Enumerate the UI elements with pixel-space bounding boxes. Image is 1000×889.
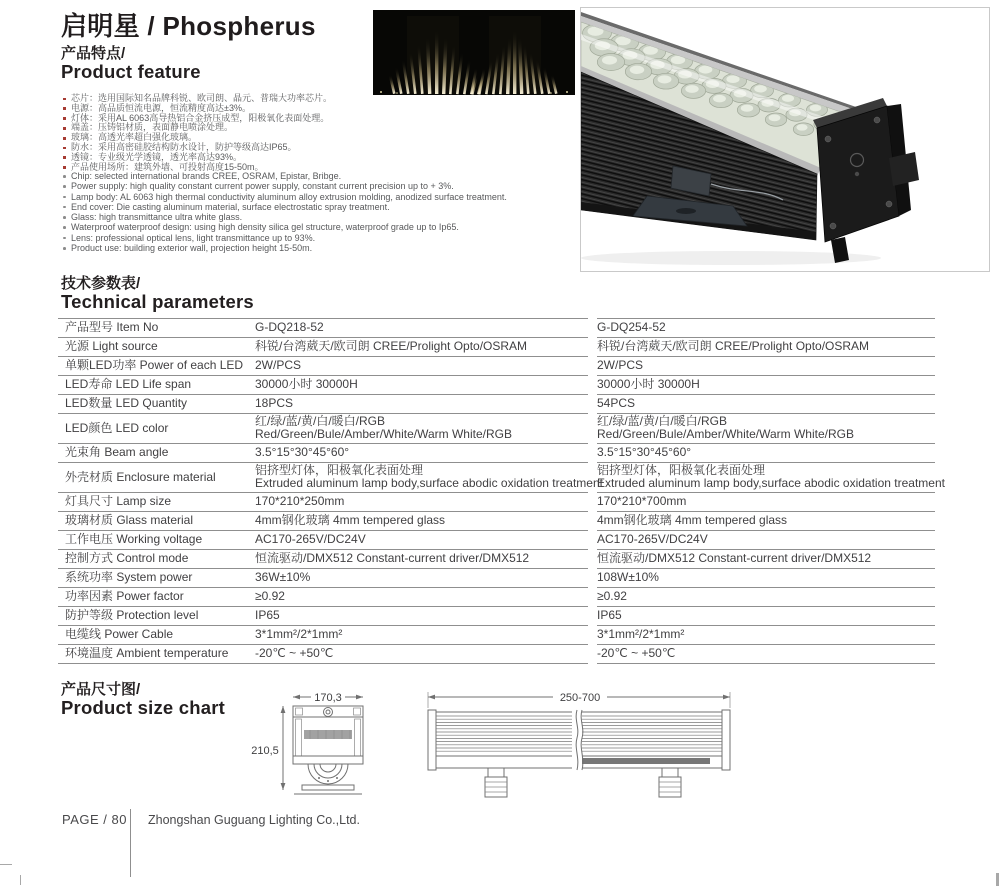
column-gap — [588, 319, 597, 338]
feature-bullet: 透镜：专业级光学透镜，透光率高达93%。 — [62, 153, 392, 163]
spec-value-model2: 铝挤型灯体，阳极氧化表面处理 Extruded aluminum lamp body,surface abodic oxidation treatment — [597, 463, 935, 493]
feature-bullet: Product use: building exterior wall, projection height 15-50m. — [62, 243, 582, 253]
dim-width-label: 170,3 — [314, 692, 342, 704]
spec-label: 玻璃材质 Glass material — [58, 512, 255, 531]
spec-row — [58, 645, 935, 664]
spec-label: 防护等级 Protection level — [58, 607, 255, 626]
spec-value-model2: IP65 — [597, 607, 935, 626]
column-gap — [588, 588, 597, 607]
scan-mark — [20, 875, 21, 885]
spec-row — [58, 607, 935, 626]
feature-bullet: Lens: professional optical lens, light transmittance up to 93%. — [62, 233, 582, 243]
spec-value-model2: G-DQ254-52 — [597, 319, 935, 338]
footer-divider — [130, 809, 131, 877]
spec-label: 环境温度 Ambient temperature — [58, 645, 255, 664]
spec-label: 光束角 Beam angle — [58, 444, 255, 463]
spec-value-model1: 18PCS — [255, 395, 588, 414]
spec-row — [58, 338, 935, 357]
mounting-foot — [659, 768, 681, 797]
spec-value-model2: -20℃ ~ +50℃ — [597, 645, 935, 664]
spec-value-model2: 2W/PCS — [597, 357, 935, 376]
cross-section-drawing — [251, 692, 363, 794]
spec-label: LED寿命 LED Life span — [58, 376, 255, 395]
feature-bullet: Power supply: high quality constant current power supply, constant current precision up to + 3%. — [62, 181, 582, 191]
feature-bullet: 端盖：压铸铝材质，表面静电喷涂处理。 — [62, 123, 392, 133]
spec-value-model1: G-DQ218-52 — [255, 319, 588, 338]
mounting-foot — [485, 768, 507, 797]
spec-value-model2: 3*1mm²/2*1mm² — [597, 626, 935, 645]
spec-value-model1: 3.5°15°30°45°60° — [255, 444, 588, 463]
technical-parameters-heading — [61, 276, 254, 312]
dim-length-label: 250-700 — [559, 692, 601, 704]
spec-value-model2: 108W±10% — [597, 569, 935, 588]
spec-row — [58, 319, 935, 338]
spec-row — [58, 626, 935, 645]
spec-label: 工作电压 Working voltage — [58, 531, 255, 550]
technical-parameters-heading-zh: 技术参数表/ — [61, 275, 141, 292]
column-gap — [588, 607, 597, 626]
spec-label: 功率因素 Power factor — [58, 588, 255, 607]
feature-bullet: 产品使用场所：建筑外墙、可投射高度15-50m。 — [62, 163, 392, 173]
page-number: PAGE / 80 — [62, 812, 127, 827]
spec-value-model2: AC170-265V/DC24V — [597, 531, 935, 550]
column-gap — [588, 512, 597, 531]
spec-value-model1: IP65 — [255, 607, 588, 626]
spec-row — [58, 376, 935, 395]
feature-bullet: Glass: high transmittance ultra white glass. — [62, 212, 582, 222]
spec-label: 灯具尺寸 Lamp size — [58, 493, 255, 512]
spec-value-model2: 30000小时 30000H — [597, 376, 935, 395]
page-title: 启明星 / Phospherus — [61, 11, 316, 41]
company-name: Zhongshan Guguang Lighting Co.,Ltd. — [148, 813, 360, 827]
feature-bullet: 玻璃：高透光率超白强化玻璃。 — [62, 133, 392, 143]
feature-list-en — [62, 171, 582, 253]
feature-bullet: Chip: selected international brands CREE, OSRAM, Epistar, Bribge. — [62, 171, 582, 181]
column-gap — [588, 531, 597, 550]
spec-row — [58, 357, 935, 376]
spec-row — [58, 550, 935, 569]
spec-value-model1: ≥0.92 — [255, 588, 588, 607]
spec-value-model1: 3*1mm²/2*1mm² — [255, 626, 588, 645]
spec-value-model1: -20℃ ~ +50℃ — [255, 645, 588, 664]
spec-value-model2: 红/绿/蓝/黄/白/暖白/RGB Red/Green/Bule/Amber/White/Warm White/RGB — [597, 414, 935, 444]
feature-bullet: 灯体：采用AL 6063高导热铝合金挤压成型，阳极氧化表面处理。 — [62, 114, 392, 124]
spec-label: LED数量 LED Quantity — [58, 395, 255, 414]
product-photo-graphic — [581, 8, 989, 271]
spec-value-model1: 36W±10% — [255, 569, 588, 588]
column-gap — [588, 376, 597, 395]
spec-value-model2: 恒流驱动/DMX512 Constant-current driver/DMX512 — [597, 550, 935, 569]
spec-value-model1: 30000小时 30000H — [255, 376, 588, 395]
feature-list-zh — [62, 94, 392, 172]
spec-label: 单颗LED功率 Power of each LED — [58, 357, 255, 376]
spec-value-model1: 铝挤型灯体，阳极氧化表面处理 Extruded aluminum lamp body,surface abodic oxidation treatment — [255, 463, 588, 493]
spec-row — [58, 414, 935, 444]
spec-value-model1: 2W/PCS — [255, 357, 588, 376]
scan-mark — [996, 873, 999, 886]
size-chart-drawings — [250, 686, 770, 816]
technical-parameters-heading-en: Technical parameters — [61, 290, 254, 312]
scan-mark — [0, 864, 12, 865]
column-gap — [588, 550, 597, 569]
size-chart-heading-zh: 产品尺寸图/ — [61, 681, 141, 698]
column-gap — [588, 357, 597, 376]
application-photo — [373, 10, 575, 95]
spec-value-model1: 红/绿/蓝/黄/白/暖白/RGB Red/Green/Bule/Amber/White/Warm White/RGB — [255, 414, 588, 444]
feature-bullet: Lamp body: AL 6063 high thermal conductivity aluminum alloy extrusion molding, anodized surface treatment. — [62, 192, 582, 202]
column-gap — [588, 395, 597, 414]
spec-label: 电缆线 Power Cable — [58, 626, 255, 645]
spec-value-model1: 170*210*250mm — [255, 493, 588, 512]
spec-value-model2: 170*210*700mm — [597, 493, 935, 512]
spec-row — [58, 395, 935, 414]
dim-height-label: 210,5 — [251, 745, 279, 757]
spec-value-model1: 科锐/台湾葳天/欧司朗 CREE/Prolight Opto/OSRAM — [255, 338, 588, 357]
side-view-drawing — [428, 692, 730, 797]
feature-bullet: 电源：高品质恒流电源，恒流精度高达±3%。 — [62, 104, 392, 114]
spec-row — [58, 531, 935, 550]
product-feature-heading-en: Product feature — [61, 60, 201, 82]
spec-value-model2: 3.5°15°30°45°60° — [597, 444, 935, 463]
product-feature-heading — [61, 46, 201, 82]
spec-row — [58, 588, 935, 607]
product-photo — [580, 7, 990, 272]
spec-row — [58, 493, 935, 512]
product-feature-heading-zh: 产品特点/ — [61, 45, 126, 62]
column-gap — [588, 569, 597, 588]
feature-bullet: 防水：采用高密硅胶结构防水设计，防护等级高达IP65。 — [62, 143, 392, 153]
application-photo-graphic — [373, 10, 575, 95]
spec-value-model1: AC170-265V/DC24V — [255, 531, 588, 550]
spec-label: 外壳材质 Enclosure material — [58, 463, 255, 493]
spec-row — [58, 463, 945, 493]
spec-label: 控制方式 Control mode — [58, 550, 255, 569]
size-chart-heading — [61, 682, 225, 718]
column-gap — [588, 645, 597, 664]
spec-label: 产品型号 Item No — [58, 319, 255, 338]
feature-bullet: Waterproof waterproof design: using high density silica gel structure, waterproof grade up to Ip65. — [62, 222, 582, 232]
spec-value-model1: 恒流驱动/DMX512 Constant-current driver/DMX512 — [255, 550, 588, 569]
end-cap — [813, 98, 919, 263]
spec-value-model2: ≥0.92 — [597, 588, 935, 607]
feature-bullet: 芯片：选用国际知名品牌科锐、欧司朗、晶元、普瑞大功率芯片。 — [62, 94, 392, 104]
spec-row — [58, 444, 935, 463]
column-gap — [588, 626, 597, 645]
spec-label: LED颜色 LED color — [58, 414, 255, 444]
spec-row — [58, 512, 935, 531]
spec-value-model2: 科锐/台湾葳天/欧司朗 CREE/Prolight Opto/OSRAM — [597, 338, 935, 357]
column-gap — [588, 444, 597, 463]
spec-label: 系统功率 System power — [58, 569, 255, 588]
spec-table — [58, 318, 945, 664]
column-gap — [588, 338, 597, 357]
spec-value-model2: 4mm钢化玻璃 4mm tempered glass — [597, 512, 935, 531]
spec-value-model1: 4mm钢化玻璃 4mm tempered glass — [255, 512, 588, 531]
spec-value-model2: 54PCS — [597, 395, 935, 414]
column-gap — [588, 414, 597, 444]
spec-row — [58, 569, 935, 588]
column-gap — [588, 493, 597, 512]
feature-bullet: End cover: Die casting aluminum material, surface electrostatic spray treatment. — [62, 202, 582, 212]
column-gap — [588, 463, 597, 493]
size-chart-heading-en: Product size chart — [61, 696, 225, 718]
spec-label: 光源 Light source — [58, 338, 255, 357]
